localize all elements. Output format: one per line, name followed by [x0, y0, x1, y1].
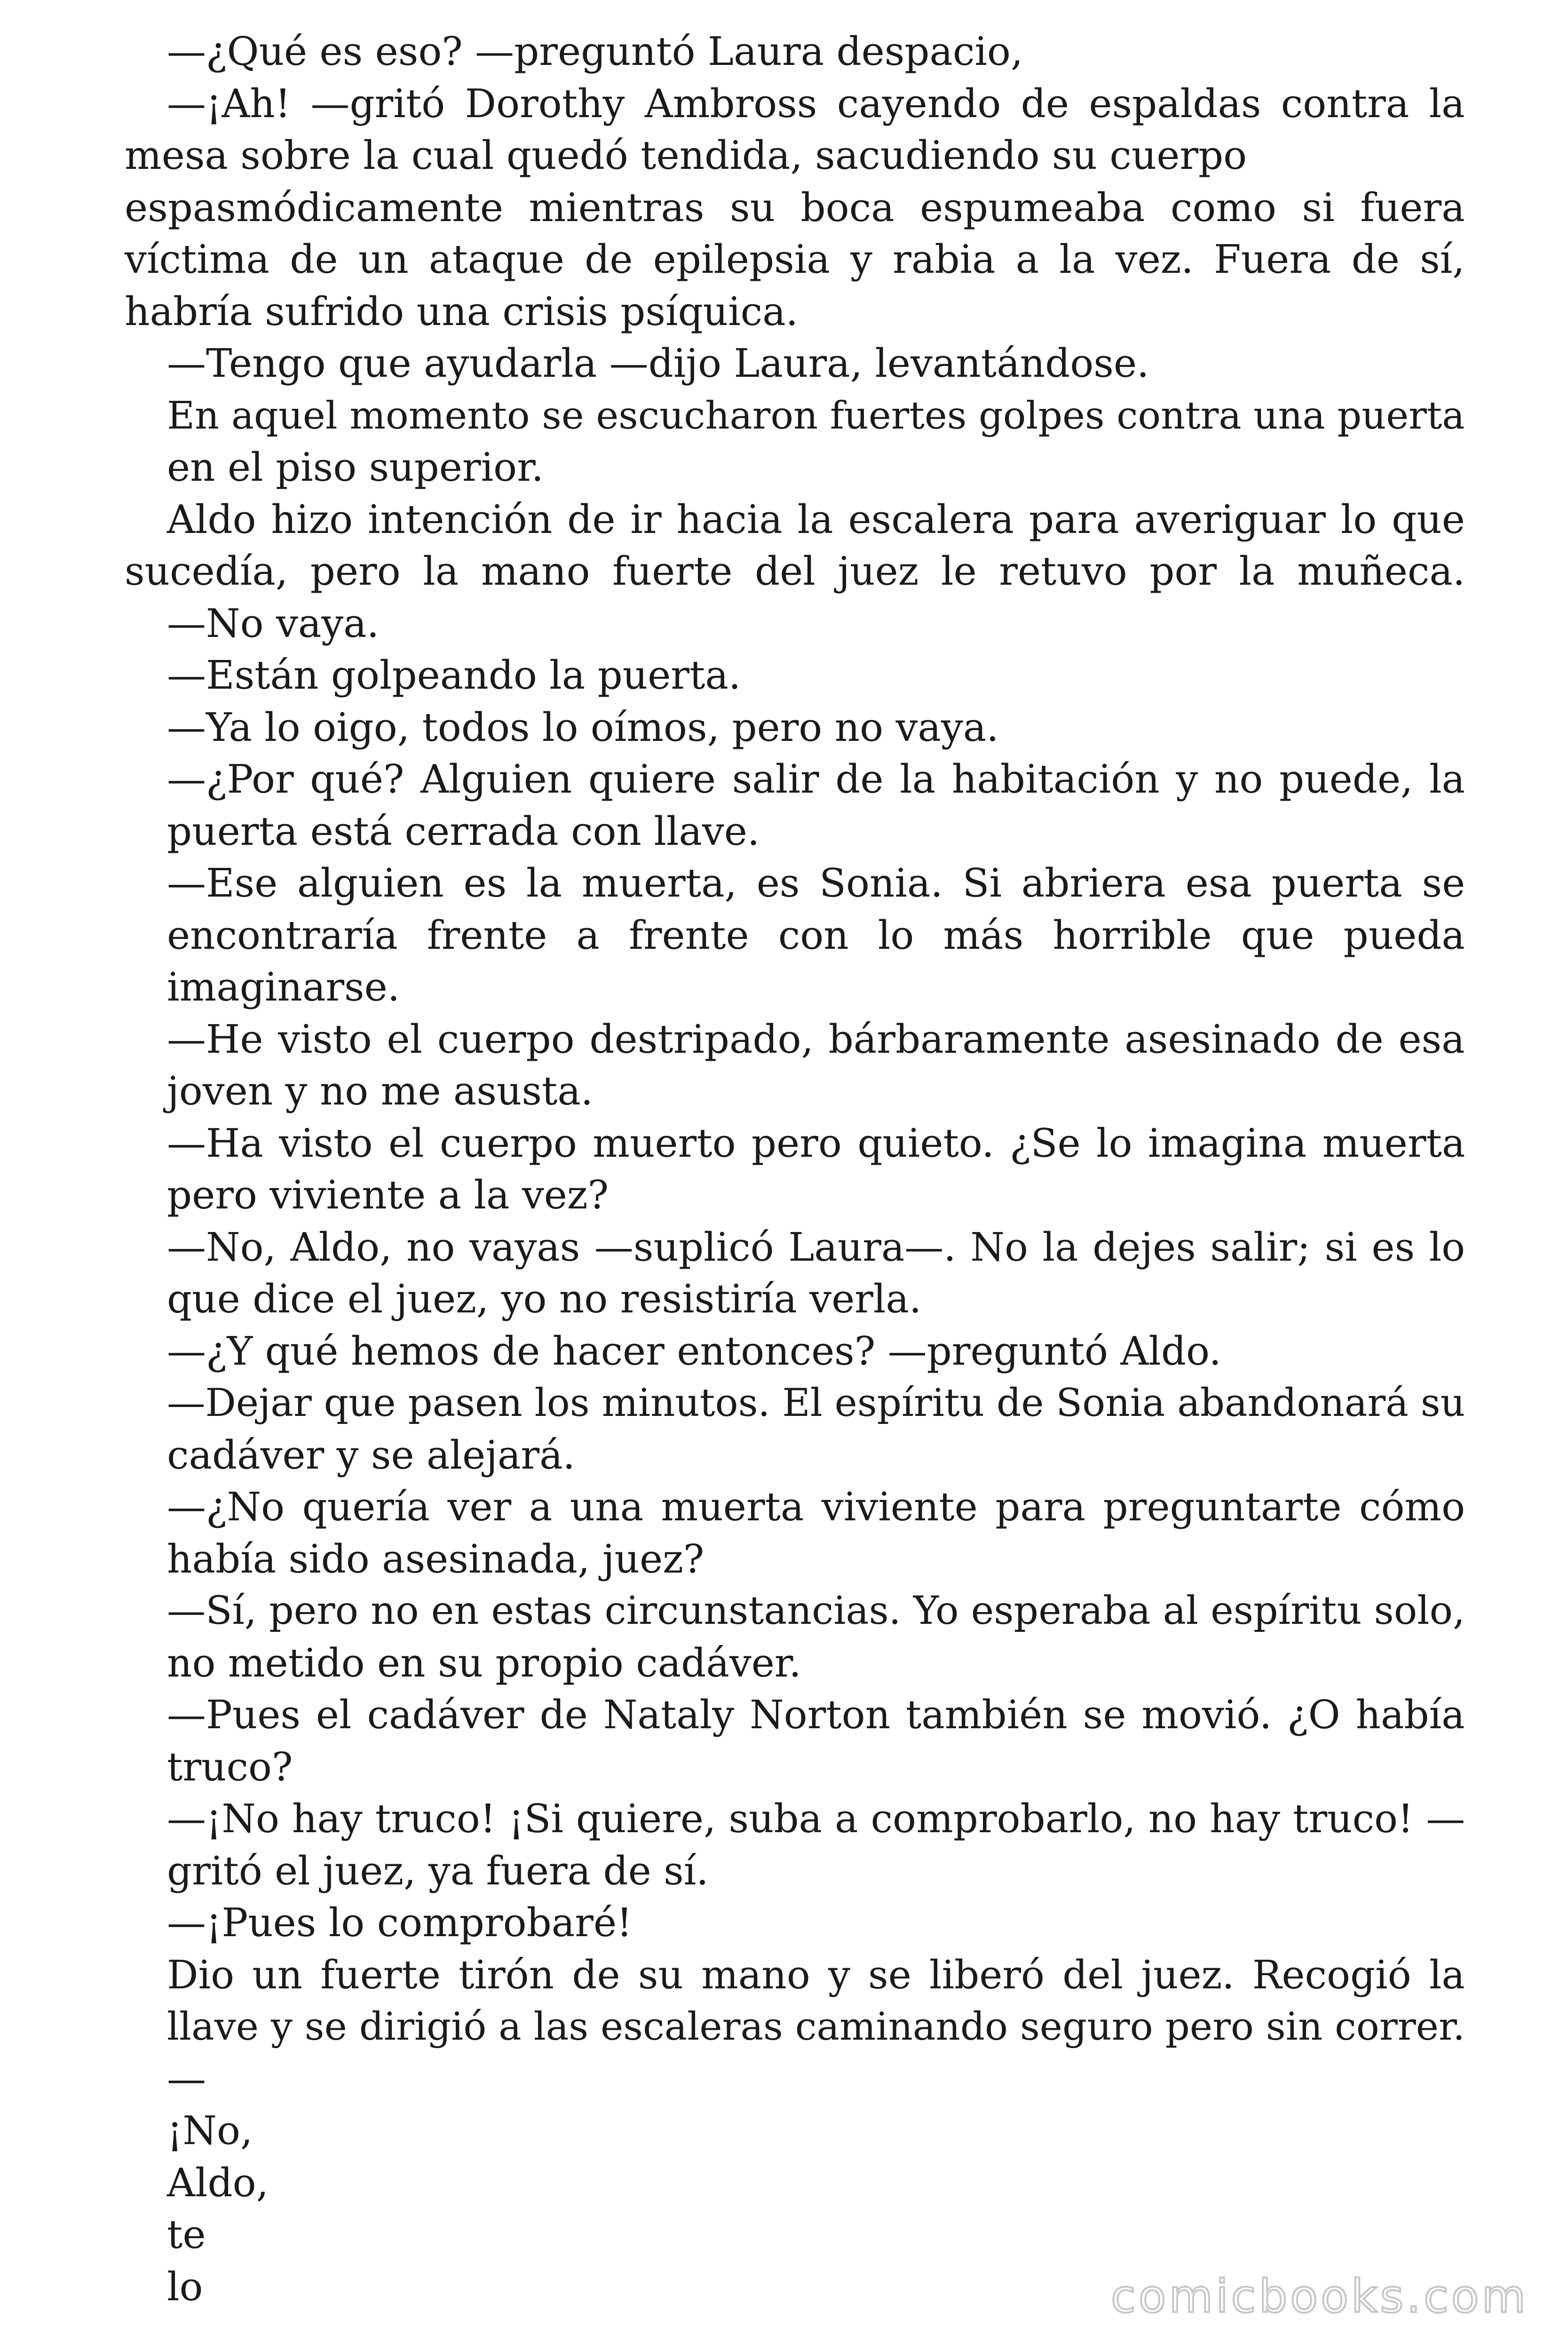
text-line: lo — [167, 2264, 203, 2310]
text-line: —¡No hay truco! ¡Si quiere, suba a comprobarlo, no hay truco! — — [167, 1796, 1465, 1842]
text-line: —¿Por qué? Alguien quiere salir de la habitación y no puede, la — [167, 756, 1465, 802]
text-line: que dice el juez, yo no resistiría verla. — [167, 1276, 922, 1322]
text-line: encontraría frente a frente con lo más horrible que pueda — [167, 912, 1465, 958]
text-line: —¡Ah! —gritó Dorothy Ambross cayendo de espaldas contra la — [167, 80, 1465, 127]
text-line: —No vaya. — [167, 600, 380, 646]
text-line: ¡No, — [167, 2108, 253, 2153]
text-line: —Tengo que ayudarla —dijo Laura, levantándose. — [167, 341, 1149, 386]
text-line: llave y se dirigió a las escaleras caminando seguro pero sin correr. — [167, 2004, 1465, 2049]
text-line: —¡Pues lo comprobaré! — [167, 1900, 633, 1946]
text-line: —Pues el cadáver de Nataly Norton también se movió. ¿O había — [167, 1692, 1465, 1738]
text-line: —He visto el cuerpo destripado, bárbaramente asesinado de esa — [167, 1016, 1465, 1062]
text-line: Dio un fuerte tirón de su mano y se liberó del juez. Recogió la — [167, 1952, 1465, 1998]
text-line: no metido en su propio cadáver. — [167, 1640, 801, 1686]
text-line: —Están golpeando la puerta. — [167, 652, 741, 698]
text-line: —Sí, pero no en estas circunstancias. Yo esperaba al espíritu solo, — [167, 1589, 1465, 1633]
text-line: —¿Y qué hemos de hacer entonces? —preguntó Aldo. — [167, 1328, 1221, 1374]
text-line: en el piso superior. — [167, 445, 544, 490]
text-line: —Ha visto el cuerpo muerto pero quieto. ¿Se lo imagina muerta — [167, 1120, 1465, 1166]
text-line: joven y no me asusta. — [167, 1068, 594, 1114]
text-line: —Dejar que pasen los minutos. El espíritu de Sonia abandonará su — [167, 1381, 1465, 1425]
text-line: —Ya lo oigo, todos lo oímos, pero no vaya. — [167, 704, 999, 750]
text-line: —¿Qué es eso? —preguntó Laura despacio, — [167, 29, 1023, 74]
text-line: —Ese alguien es la muerta, es Sonia. Si abriera esa puerta se — [167, 860, 1465, 906]
text-line: víctima de un ataque de epilepsia y rabia a la vez. Fuera de sí, — [125, 237, 1465, 282]
text-line: Aldo hizo intención de ir hacia la escalera para averiguar lo que — [167, 496, 1465, 542]
text-line: pero viviente a la vez? — [167, 1172, 609, 1218]
text-line: — — [167, 2056, 206, 2102]
text-line: espasmódicamente mientras su boca espumeaba como si fuera — [125, 184, 1465, 230]
text-line: cadáver y se alejará. — [167, 1432, 575, 1478]
text-line: gritó el juez, ya fuera de sí. — [167, 1848, 709, 1894]
text-line: imaginarse. — [167, 964, 400, 1010]
text-line: En aquel momento se escucharon fuertes golpes contra una puerta — [167, 393, 1465, 438]
text-line: —No, Aldo, no vayas —suplicó Laura—. No la dejes salir; si es lo — [167, 1224, 1465, 1270]
text-line: habría sufrido una crisis psíquica. — [125, 288, 798, 334]
text-line: había sido asesinada, juez? — [167, 1536, 705, 1582]
text-line: sucedía, pero la mano fuerte del juez le retuvo por la muñeca. — [125, 548, 1465, 594]
text-line: truco? — [167, 1744, 293, 1790]
text-line: Aldo, — [167, 2160, 269, 2206]
text-line: mesa sobre la cual quedó tendida, sacudiendo su cuerpo — [125, 133, 1247, 178]
watermark: comicbooks.com — [1110, 2270, 1528, 2323]
text-line: te — [167, 2212, 206, 2257]
text-line: —¿No quería ver a una muerta viviente para preguntarte cómo — [167, 1484, 1465, 1530]
text-line: puerta está cerrada con llave. — [167, 808, 760, 854]
